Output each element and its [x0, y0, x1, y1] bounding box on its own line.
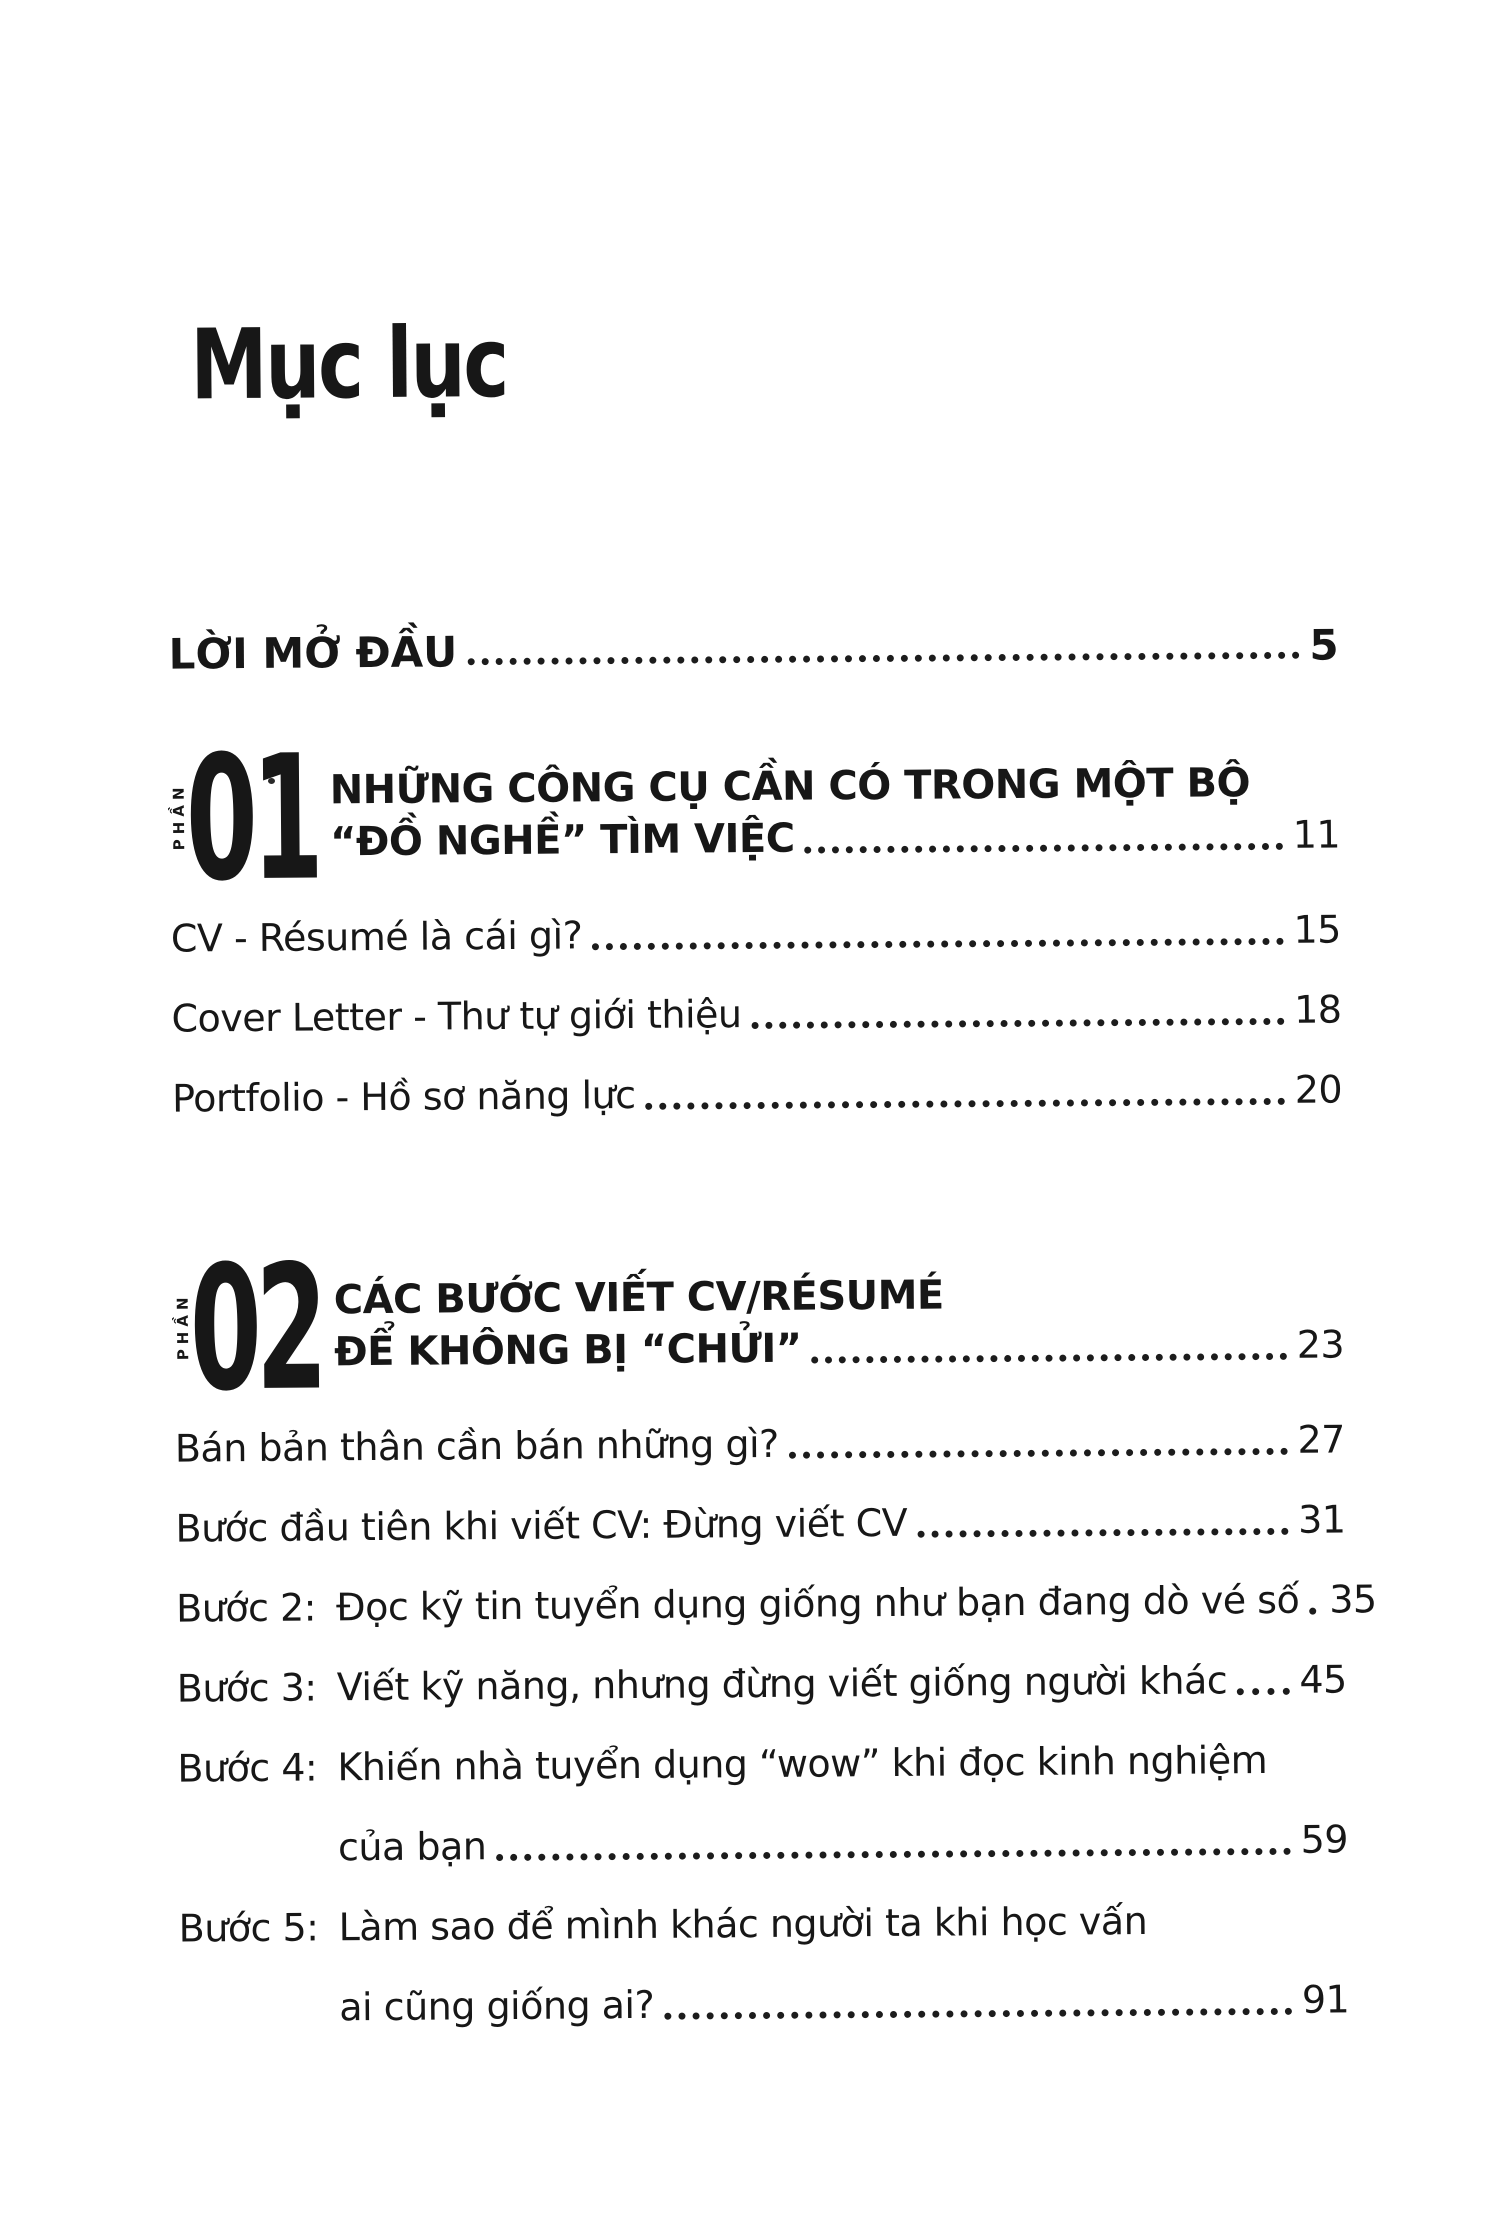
dot-leader — [805, 843, 1283, 854]
toc-entry-page: 5 — [1309, 620, 1339, 670]
toc-entry-label: Bán bản thân cần bán những gì? — [174, 1421, 779, 1471]
toc-entry-page: 45 — [1299, 1657, 1347, 1702]
dot-leader — [812, 1353, 1287, 1364]
dot-leader — [917, 1528, 1288, 1538]
toc-part-2 — [173, 1227, 1345, 1430]
dot-leader — [592, 938, 1283, 950]
part-title-line2: ĐỂ KHÔNG BỊ “CHỬI” — [333, 1325, 802, 1376]
dot-leader — [752, 1018, 1285, 1029]
toc-entry-label: Khiến nhà tuyển dụng “wow” khi đọc kinh nghiệm — [337, 1737, 1268, 1790]
toc-entry-page: 20 — [1294, 1067, 1343, 1112]
part-title-line2-row — [330, 806, 1340, 870]
toc-entry-label: ai cũng giống ai? — [339, 1982, 655, 2030]
part-number: 01 — [185, 717, 319, 920]
toc-entry-label: LỜI MỞ ĐẦU — [168, 627, 458, 679]
step-line — [337, 1654, 1347, 1713]
dot-leader — [1237, 1688, 1289, 1695]
step-label: Bước 3: — [176, 1665, 317, 1711]
step-label: Bước 4: — [177, 1745, 318, 1791]
part-1-badge — [169, 717, 330, 920]
part-1-titles — [330, 758, 1341, 870]
part-badge-label: PHẦN — [169, 782, 189, 851]
part-title-line2-row — [334, 1316, 1344, 1380]
page-title: Mục lục — [189, 305, 508, 422]
step-line — [338, 1894, 1348, 1953]
toc-part-1 — [169, 717, 1341, 920]
toc-entry-page: 15 — [1293, 907, 1342, 952]
toc-entry-label: của bạn — [337, 1823, 487, 1870]
toc-entry-label: Cover Letter - Thư tự giới thiệu — [171, 991, 742, 1041]
toc-entry-page: 91 — [1301, 1977, 1350, 2022]
dot-leader — [664, 2008, 1292, 2020]
part-title-line1: NHỮNG CÔNG CỤ CẦN CÓ TRONG MỘT BỘ — [329, 759, 1251, 814]
step-body — [338, 1894, 1349, 2033]
dot-leader — [1309, 1607, 1319, 1614]
step-line — [338, 1814, 1348, 1873]
toc-entry-page: 11 — [1292, 812, 1341, 857]
spacer — [173, 1144, 1343, 1189]
toc-entry — [175, 1494, 1345, 1554]
step-body — [337, 1654, 1347, 1713]
step-line — [335, 1574, 1377, 1633]
toc-entry-page: 59 — [1300, 1817, 1349, 1862]
dot-leader — [496, 1848, 1290, 1861]
toc-entry — [171, 904, 1341, 964]
toc-entry-label: Làm sao để mình khác người ta khi học vấn — [338, 1898, 1148, 1950]
step-label: Bước 5: — [178, 1905, 319, 1951]
toc-entry-page: 23 — [1296, 1322, 1345, 1367]
toc-entry-label: Đọc kỹ tin tuyển dụng giống như bạn đang dò vé số — [335, 1577, 1300, 1630]
step-line — [337, 1734, 1347, 1793]
step-label: Bước 2: — [175, 1585, 317, 1631]
dot-leader — [467, 652, 1299, 666]
step-body — [335, 1574, 1377, 1633]
part-number: 02 — [189, 1227, 323, 1430]
toc-entry — [175, 1414, 1345, 1474]
toc-entry — [172, 1064, 1342, 1124]
toc-entry-label: Bước đầu tiên khi viết CV: Đừng viết CV — [175, 1500, 908, 1551]
part-2-titles — [334, 1268, 1345, 1380]
toc-step-entry — [175, 1574, 1377, 1634]
toc-entry-label: CV - Résumé là cái gì? — [170, 913, 583, 961]
toc-content — [164, 0, 1377, 2063]
toc-entry — [171, 984, 1341, 1044]
dot-leader — [646, 1098, 1285, 1110]
toc-step-entry — [177, 1654, 1347, 1714]
toc-entry-page: 31 — [1297, 1497, 1346, 1542]
part-2-badge — [173, 1227, 334, 1430]
part-title-line2: “ĐỒ NGHỀ” TÌM VIỆC — [329, 815, 795, 866]
toc-step-entry — [177, 1734, 1348, 1874]
step-body — [337, 1734, 1348, 1873]
dot-leader — [789, 1448, 1288, 1459]
toc-entry-intro — [168, 619, 1338, 679]
toc-entry-page: 18 — [1293, 987, 1342, 1032]
part-title-line1: CÁC BƯỚC VIẾT CV/RÉSUMÉ — [333, 1272, 944, 1324]
toc-step-entry — [178, 1894, 1349, 2034]
step-line — [339, 1974, 1349, 2033]
toc-entry-page: 27 — [1297, 1417, 1346, 1462]
part-badge-label: PHẦN — [173, 1292, 193, 1361]
toc-entry-label: Portfolio - Hồ sơ năng lực — [171, 1072, 636, 1121]
toc-entry-page: 35 — [1329, 1576, 1377, 1622]
toc-entry-label: Viết kỹ năng, nhưng đừng viết giống người khác — [336, 1658, 1228, 1710]
